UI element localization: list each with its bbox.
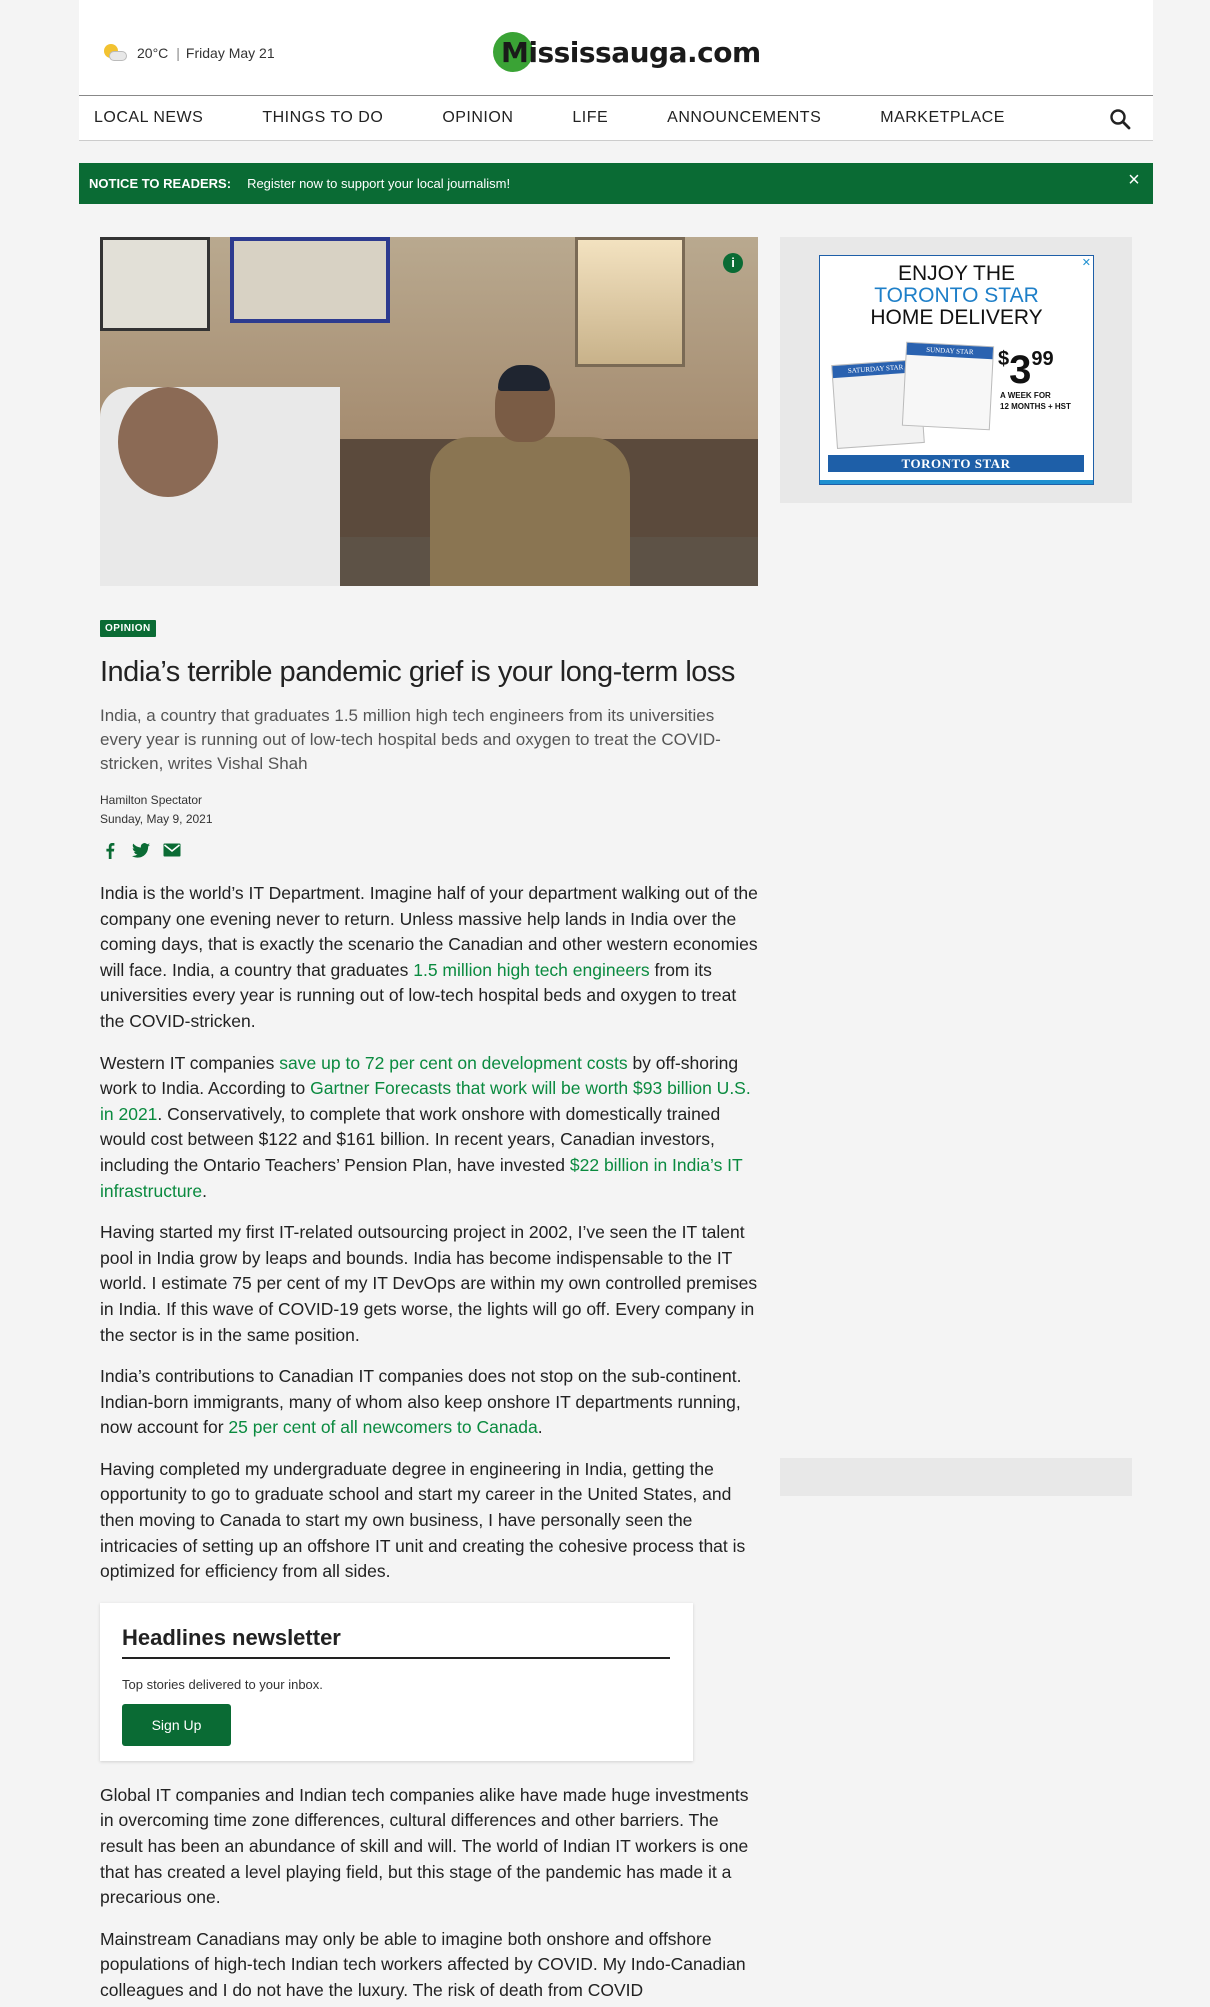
- email-icon[interactable]: [162, 841, 181, 859]
- ad-footer: TORONTO STAR: [828, 455, 1084, 472]
- link-newcomers[interactable]: 25 per cent of all newcomers to Canada: [228, 1417, 538, 1438]
- article-byline: [100, 791, 760, 829]
- partly-sunny-icon: [101, 42, 129, 64]
- paragraph-5: Having completed my undergraduate degree in engineering in India, getting the opportunity to go to graduate school and start my career in the United States, and then moving to Canada to start my own business, I have personally seen the intricacies of setting up an offshore IT unit and creating the cohesive process that is optimized for efficiency from all sides.: [100, 1458, 746, 1582]
- notice-banner: [79, 163, 1153, 204]
- ad-line3: HOME DELIVERY: [870, 306, 1043, 329]
- newsletter-box: [100, 1603, 693, 1761]
- nav-marketplace[interactable]: MARKETPLACE: [880, 109, 1005, 126]
- nav-announcements[interactable]: ANNOUNCEMENTS: [667, 109, 822, 126]
- paragraph-3: Having started my first IT-related outsourcing project in 2002, I’ve seen the IT talent pool in India grow by leaps and bounds. India has become indispensable to the IT world. I estimate 75 per cent of my IT DevOps are within my own controlled premises in India. If this wave of COVID-19 gets worse, the lights will go off. Every company in the sector is in the same position.: [100, 1222, 758, 1345]
- link-engineers[interactable]: 1.5 million high tech engineers: [413, 959, 650, 980]
- notice-link[interactable]: Register now to support your local journalism!: [247, 176, 511, 191]
- facebook-icon[interactable]: [100, 841, 119, 859]
- notice-label: NOTICE TO READERS:: [89, 176, 232, 191]
- paragraph-2: Western IT companies save up to 72 per cent on development costs by off-shoring work to India. According to Gartner Forecasts that work will be worth $93 billion U.S. in 2021. Conservatively, to complete that work onshore with domestically trained would cost between $122 and $161 billion. In recent years, Canadian investors, including the Ontario Teachers’ Pension Plan, have invested $22 billion in India’s IT infrastructure.: [100, 1052, 751, 1201]
- site-logo[interactable]: [493, 30, 761, 74]
- header-date: Friday May 21: [185, 45, 275, 61]
- ad-close-icon[interactable]: ✕: [1081, 257, 1091, 269]
- info-icon[interactable]: i: [723, 253, 743, 273]
- paragraph-1: India is the world’s IT Department. Imagine half of your department walking out of the company one evening never to return. Unless massive help lands in India over the coming days, that is exactly the scenario the Canadian and other western economies will face. India, a country that graduates 1.5 million high tech engineers from its universities every year is running out of low-tech hospital beds and oxygen to treat the COVID-stricken.: [100, 883, 758, 1031]
- link-gartner[interactable]: Gartner Forecasts that work will be worth $93 billion U.S. in 2021: [100, 1078, 751, 1124]
- nav-life[interactable]: LIFE: [572, 109, 609, 126]
- nav-local-news[interactable]: LOCAL NEWS: [94, 109, 204, 126]
- close-icon[interactable]: ×: [1128, 169, 1140, 191]
- twitter-icon[interactable]: [131, 841, 150, 859]
- ad-terms: A WEEK FOR 12 MONTHS + HST: [1000, 391, 1071, 411]
- article-body-continued: [100, 1783, 760, 2004]
- ad-price: $399: [998, 348, 1054, 392]
- logo-suffix: .com: [687, 35, 761, 69]
- sidebar-placeholder: [780, 1458, 1132, 1496]
- search-icon[interactable]: [1109, 108, 1131, 130]
- paragraph-7: Mainstream Canadians may only be able to imagine both onshore and offshore populations of high-tech Indian tech workers affected by COVID. My Indo-Canadian colleagues and I do not have the luxury. The risk of death from COVID: [100, 1928, 746, 2000]
- article: [100, 618, 760, 2004]
- weather-temp: 20°C: [137, 45, 169, 61]
- article-headline: India’s terrible pandemic grief is your long-term loss: [100, 656, 735, 688]
- ad-line2: TORONTO STAR: [874, 284, 1039, 307]
- article-body: [100, 881, 760, 1585]
- share-bar: [100, 841, 760, 859]
- paragraph-6: Global IT companies and Indian tech companies alike have made huge investments in overcoming time zone differences, cultural differences and other barriers. The result has been an abundance of skill and will. The world of Indian IT workers is one that has created a level playing field, but this stage of the pandemic has made it a precarious one.: [100, 1784, 749, 1908]
- paper2-mast: SUNDAY STAR: [907, 343, 994, 359]
- sign-up-button[interactable]: Sign Up: [122, 1704, 231, 1746]
- newsletter-desc: Top stories delivered to your inbox.: [122, 1676, 323, 1692]
- nav-opinion[interactable]: OPINION: [442, 109, 514, 126]
- article-source: Hamilton Spectator: [100, 793, 203, 807]
- hero-photo: [100, 237, 758, 586]
- article-dek: India, a country that graduates 1.5 million high tech engineers from its universities every year is running out of low-tech hospital beds and oxygen to treat the COVID-stricken, writes Vishal Shah: [100, 706, 721, 773]
- article-date: Sunday, May 9, 2021: [100, 812, 213, 826]
- ad-newspapers-image: [834, 344, 994, 448]
- newsletter-title: Headlines newsletter: [122, 1625, 670, 1659]
- link-dev-costs[interactable]: save up to 72 per cent on development costs: [279, 1052, 628, 1073]
- nav-things-to-do[interactable]: THINGS TO DO: [262, 109, 384, 126]
- ad-container: [780, 237, 1132, 503]
- link-infrastructure[interactable]: $22 billion in India’s IT infrastructure: [100, 1154, 743, 1201]
- main-nav: [79, 95, 1153, 141]
- ad-line1: ENJOY THE: [897, 262, 1016, 285]
- paragraph-4: India’s contributions to Canadian IT companies does not stop on the sub-continent. Indian-born immigrants, many of whom also keep onshore IT departments running, now account for 25 per cent of all newcomers to Canada.: [100, 1366, 742, 1438]
- toronto-star-ad[interactable]: [819, 255, 1094, 485]
- category-badge[interactable]: OPINION: [100, 620, 156, 637]
- paper1-mast: SATURDAY STAR: [832, 360, 919, 378]
- weather-widget[interactable]: 20°C | Friday May 21: [101, 42, 275, 64]
- logo-main: Mississauga: [501, 35, 687, 69]
